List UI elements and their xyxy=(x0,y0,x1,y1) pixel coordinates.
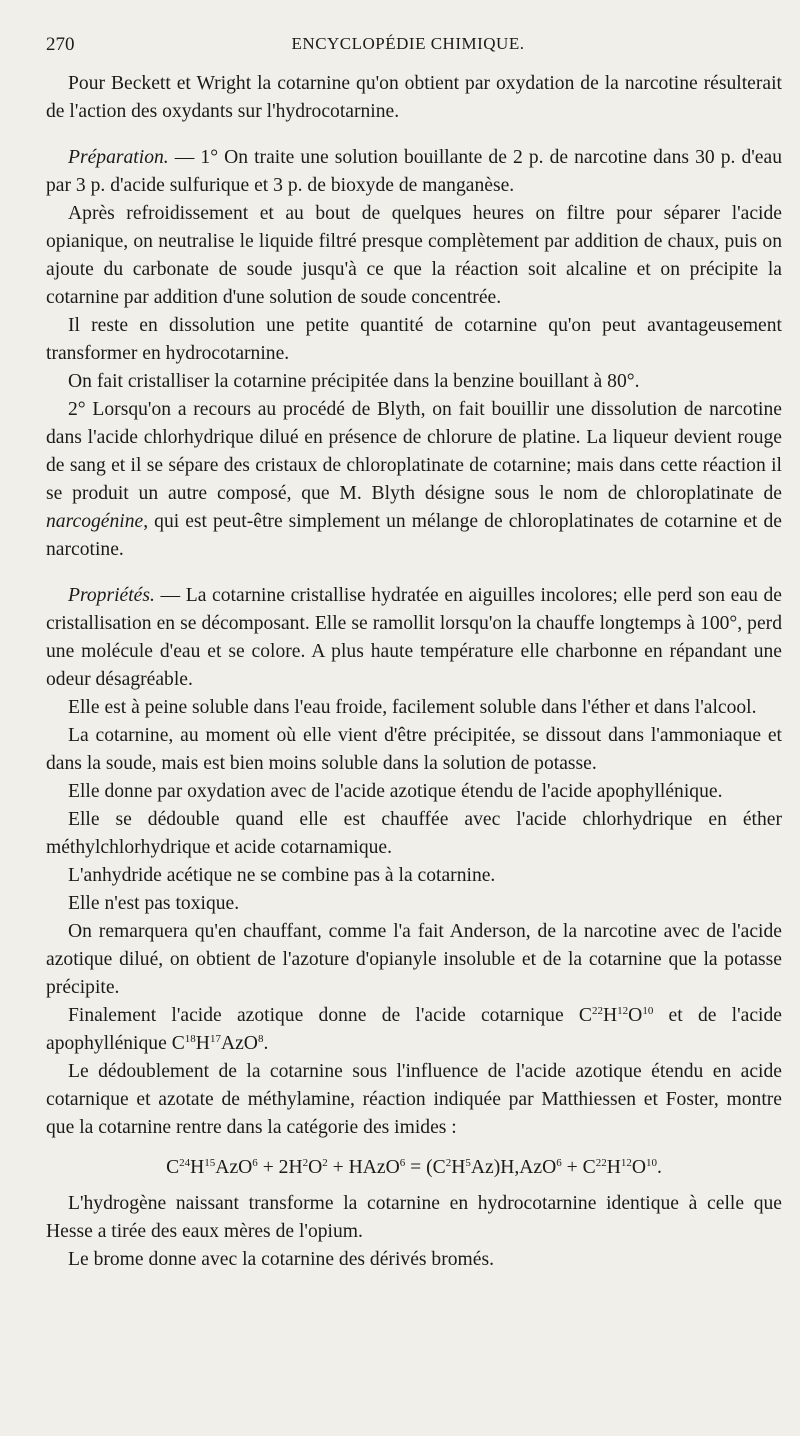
paragraph: On remarquera qu'en chauffant, comme l'a fait Anderson, de la narcotine avec de l'acide azotique dilué, on obtient de l'azoture d'opianyle insoluble et de la cotarnine que la potasse précipite. xyxy=(46,921,782,998)
paragraph: L'hydrogène naissant transforme la cotarnine en hydrocotarnine identique à celle que Hesse a tirée des eaux mères de l'opium. xyxy=(46,1193,782,1242)
section-heading-preparation: Préparation. xyxy=(68,147,169,168)
paragraph-intro: Pour Beckett et Wright la cotarnine qu'on obtient par oxydation de la narcotine résulterait de l'action des oxydants sur l'hydrocotarnine. xyxy=(46,73,782,122)
paragraph: Elle n'est pas toxique. xyxy=(68,893,240,914)
formula-cotarnic-acid: $C^{22}H^{12}O^{10}$ xyxy=(578,1005,654,1026)
paragraph: Elle est à peine soluble dans l'eau froide, facilement soluble dans l'éther et dans l'alcool. xyxy=(68,697,757,718)
paragraph-proprietes: Propriétés. — La cotarnine cristallise hydratée en aiguilles incolores; elle perd son eau de cristallisation en se décomposant. Elle se ramollit lorsqu'on la chauffe longtemps à 100°, perd une molécule d'eau et se colore. A plus haute température elle charbonne en répandant une odeur désagréable. xyxy=(46,585,782,690)
page-header xyxy=(46,34,770,60)
paragraph: L'anhydride acétique ne se combine pas à la cotarnine. xyxy=(68,865,496,886)
paragraph: Après refroidissement et au bout de quelques heures on filtre pour séparer l'acide opianique, on neutralise le liquide filtré presque complètement par addition de chaux, puis on ajoute du carbonate de soude jusqu'à ce que la réaction soit alcaline et on précipite la cotarnine par addition d'une solution de soude concentrée. xyxy=(46,203,782,308)
paragraph: On fait cristalliser la cotarnine précipitée dans la benzine bouillant à 80°. xyxy=(68,371,640,392)
paragraph-acids: Finalement l'acide azotique donne de l'acide cotarnique $C^{22}H^{12}O^{10}$ et de l'acide apophyllénique $C^{18}H^{17}AzO^8$. xyxy=(46,1005,782,1054)
page-number: 270 xyxy=(46,34,75,55)
paragraph: Il reste en dissolution une petite quantité de cotarnine qu'on peut avantageusement transformer en hydrocotarnine. xyxy=(46,315,782,364)
running-title: ENCYCLOPÉDIE CHIMIQUE. xyxy=(291,34,525,53)
paragraph-preparation: Préparation. — 1° On traite une solution bouillante de 2 p. de narcotine dans 30 p. d'eau par 3 p. d'acide sulfurique et 3 p. de bioxyde de manganèse. xyxy=(46,147,782,196)
paragraph: La cotarnine, au moment où elle vient d'être précipitée, se dissout dans l'ammoniaque et dans la soude, mais est bien moins soluble dans la solution de potasse. xyxy=(46,725,782,774)
paragraph: Elle se dédouble quand elle est chauffée avec l'acide chlorhydrique en éther méthylchlorhydrique et acide cotarnamique. xyxy=(46,809,782,858)
equation-cotarnine-decomposition: $C^{24}H^{15}AzO^6 + 2H^2O^2$ + HAzO$^6$ = $(C^2H^5Az)H,AzO^6 + C^{22}H^{12}O^{10}$. xyxy=(166,1157,662,1178)
formula-apophyllenic-acid: $C^{18}H^{17}AzO^8$ xyxy=(171,1033,264,1054)
paragraph-blyth: 2° Lorsqu'on a recours au procédé de Blyth, on fait bouillir une dissolution de narcotine dans l'acide chlorhydrique dilué en présence de chlorure de platine. La liqueur devient rouge de sang et il se sépare des cristaux de chloroplatinate de cotarnine; mais dans cette réaction il se produit un autre composé, que M. Blyth désigne sous le nom de chloroplatinate de narcogénine, qui est peut-être simplement un mélange de chloroplatinates de cotarnine et de narcotine. xyxy=(46,399,782,560)
paragraph: Le dédoublement de la cotarnine sous l'influence de l'acide azotique étendu en acide cotarnique et azotate de méthylamine, réaction indiquée par Matthiessen et Foster, montre que la cotarnine rentre dans la catégorie des imides : xyxy=(46,1061,782,1138)
paragraph: Elle donne par oxydation avec de l'acide azotique étendu de l'acide apophyllénique. xyxy=(68,781,723,802)
page-body xyxy=(46,70,782,1274)
section-heading-proprietes: Propriétés. xyxy=(68,585,155,606)
paragraph: Le brome donne avec la cotarnine des dérivés bromés. xyxy=(68,1249,494,1270)
term-narcogenine: narcogénine xyxy=(46,511,144,532)
